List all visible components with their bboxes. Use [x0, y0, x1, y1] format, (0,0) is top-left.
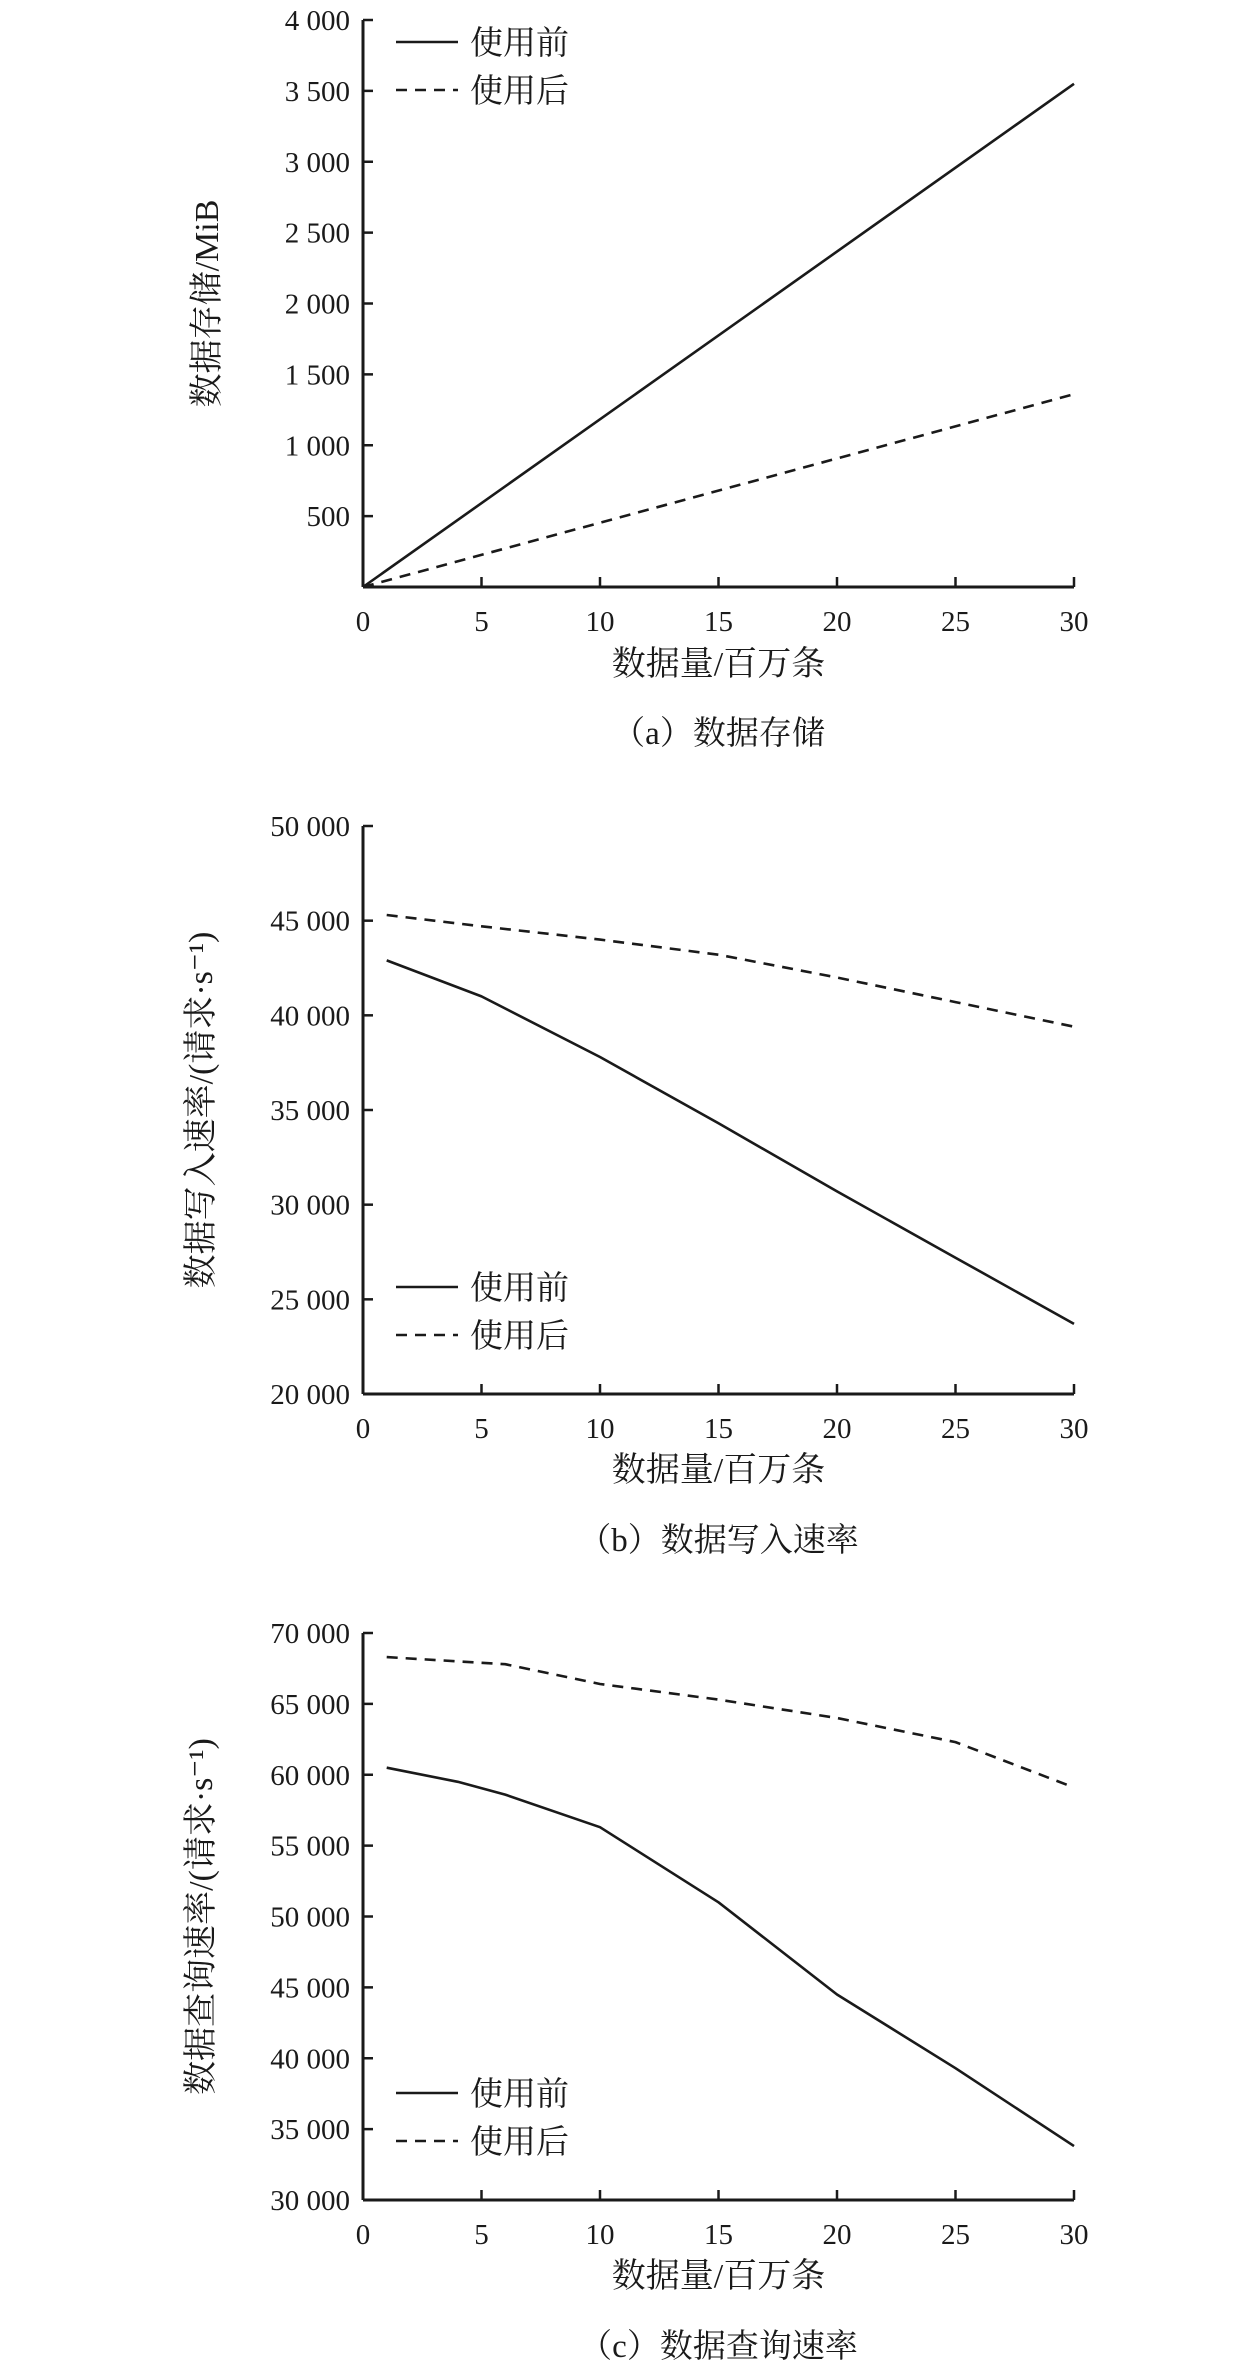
y-tick-label: 60 000: [270, 1759, 350, 1792]
series-line-before: [387, 960, 1074, 1324]
x-tick-label: 5: [474, 2219, 489, 2251]
x-tick-label: 0: [355, 2219, 371, 2251]
y-tick-label: 2 000: [284, 288, 350, 321]
y-tick-label: 30 000: [270, 1189, 350, 1222]
y-tick-label: 70 000: [270, 1618, 350, 1650]
x-tick-label: 15: [704, 1413, 733, 1445]
y-tick-label: 3 500: [284, 75, 350, 108]
y-tick-label: 3 000: [284, 146, 350, 179]
x-axis-title: 数据量/百万条: [611, 1452, 826, 1489]
x-tick-label: 0: [355, 606, 371, 638]
x-tick-label: 25: [941, 1413, 970, 1445]
x-tick-label: 5: [474, 1413, 489, 1445]
y-tick-label: 45 000: [270, 905, 350, 938]
y-tick-label: 1 500: [284, 359, 350, 392]
y-tick-label: 25 000: [270, 1284, 350, 1317]
x-tick-label: 30: [1059, 606, 1089, 638]
x-tick-label: 25: [941, 2219, 970, 2251]
figure-caption: （a）数据存储: [612, 716, 825, 752]
y-tick-label: 4 000: [284, 5, 350, 37]
legend-label: 使用前: [470, 2077, 569, 2113]
y-tick-label: 55 000: [270, 1830, 350, 1863]
y-tick-label: 40 000: [270, 2043, 350, 2076]
y-tick-label: 65 000: [270, 1688, 350, 1721]
series-line-after: [387, 1657, 1074, 1787]
legend-label: 使用后: [470, 74, 569, 110]
chart-panel-2: [182, 811, 1089, 1559]
x-tick-label: 25: [941, 606, 970, 638]
x-tick-label: 20: [822, 606, 852, 638]
y-axis-title: 数据存储/MiB: [189, 199, 226, 408]
figure-caption: （c）数据查询速率: [579, 2329, 858, 2365]
y-tick-label: 50 000: [270, 811, 350, 843]
x-tick-label: 10: [585, 1413, 615, 1445]
x-tick-label: 10: [585, 606, 615, 638]
x-axis-title: 数据量/百万条: [611, 646, 826, 683]
x-tick-label: 5: [474, 606, 489, 638]
y-tick-label: 30 000: [270, 2185, 350, 2217]
y-tick-label: 40 000: [270, 1000, 350, 1033]
y-axis-title: 数据写入速率/(请求·s⁻¹): [183, 931, 220, 1289]
y-tick-label: 35 000: [270, 1095, 350, 1127]
y-tick-label: 35 000: [270, 2114, 350, 2147]
y-tick-label: 1 000: [284, 430, 350, 463]
chart-panel-1: [188, 5, 1089, 752]
x-tick-label: 30: [1059, 2219, 1089, 2251]
x-axis-title: 数据量/百万条: [611, 2258, 826, 2295]
y-tick-label: 50 000: [270, 1901, 350, 1934]
legend-label: 使用后: [470, 1319, 569, 1355]
x-tick-label: 0: [355, 1413, 371, 1445]
series-line-after: [387, 915, 1074, 1027]
legend-label: 使用后: [470, 2125, 569, 2161]
x-tick-label: 15: [704, 606, 733, 638]
y-tick-label: 45 000: [270, 1972, 350, 2005]
y-axis-title: 数据查询速率/(请求·s⁻¹): [183, 1738, 220, 2095]
x-tick-label: 15: [704, 2219, 733, 2251]
y-tick-label: 500: [306, 501, 350, 534]
y-tick-label: 2 500: [284, 217, 350, 250]
legend-label: 使用前: [470, 1271, 569, 1307]
x-tick-label: 20: [822, 2219, 852, 2251]
chart-panel-3: [182, 1618, 1089, 2365]
figure-caption: （b）数据写入速率: [578, 1523, 859, 1559]
legend-label: 使用前: [470, 26, 569, 62]
x-tick-label: 10: [585, 2219, 615, 2251]
x-tick-label: 20: [822, 1413, 852, 1445]
x-tick-label: 30: [1059, 1413, 1089, 1445]
y-tick-label: 20 000: [270, 1379, 350, 1411]
series-line-before: [363, 84, 1074, 587]
series-line-after: [363, 394, 1074, 587]
